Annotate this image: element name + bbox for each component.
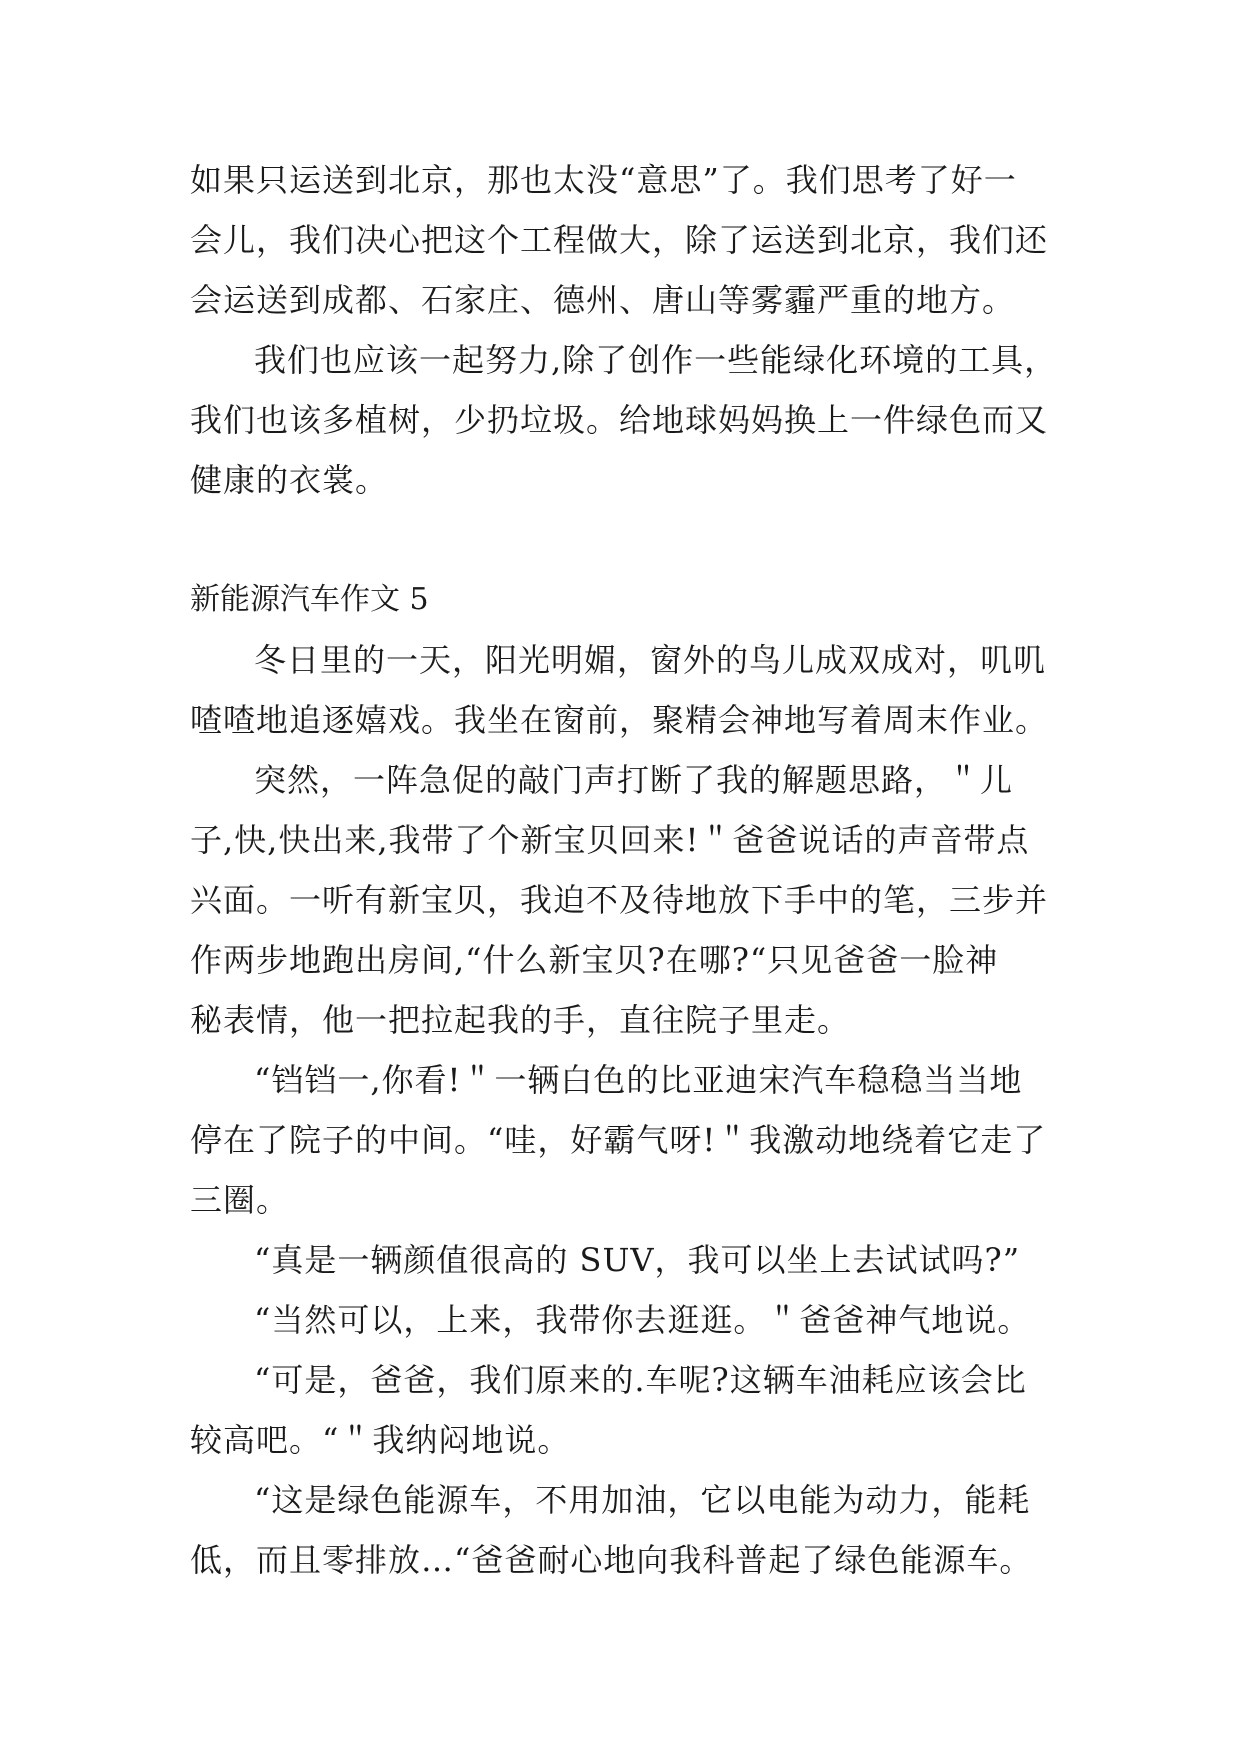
text-line: 如果只运送到北京，那也太没“意思”了。我们思考了好一 <box>190 161 1017 199</box>
text-line: 突然，一阵急促的敲门声打断了我的解题思路，＂儿 <box>254 761 1014 799</box>
text-line: 我们也应该一起努力,除了创作一些能绿化环境的工具， <box>254 341 1058 379</box>
text-line: 低，而且零排放…“爸爸耐心地向我科普起了绿色能源车。 <box>190 1541 1033 1579</box>
text-line: 会儿，我们决心把这个工程做大，除了运送到北京，我们还 <box>190 221 1049 259</box>
text-line: 冬日里的一天，阳光明媚，窗外的鸟儿成双成对，叽叽 <box>254 641 1047 679</box>
text-line: “这是绿色能源车，不用加油，它以电能为动力，能耗 <box>254 1481 1031 1519</box>
essay-body <box>190 630 1090 1590</box>
text-line: 会运送到成都、石家庄、德州、唐山等雾霾严重的地方。 <box>190 281 1016 319</box>
essay-title: 新能源汽车作文 5 <box>190 582 429 617</box>
second-paragraph <box>190 330 1090 510</box>
document-page <box>190 150 1090 1590</box>
text-line: 秘表情，他一把拉起我的手，直往院子里走。 <box>190 1001 851 1039</box>
text-line: “铛铛一,你看!＂一辆白色的比亚迪宋汽车稳稳当当地 <box>254 1061 1023 1099</box>
text-line: 较高吧。“＂我纳闷地说。 <box>190 1421 571 1459</box>
text-line: 三圈。 <box>190 1181 290 1219</box>
text-line: “真是一辆颜值很高的 SUV，我可以坐上去试试吗?” <box>254 1241 1021 1279</box>
text-line: 子,快,快出来,我带了个新宝贝回来!＂爸爸说话的声音带点 <box>190 821 1030 859</box>
top-paragraph <box>190 150 1090 330</box>
text-line: 我们也该多植树，少扔垃圾。给地球妈妈换上一件绿色而又 <box>190 401 1049 439</box>
text-line: 作两步地跑出房间,“什么新宝贝?在哪?“只见爸爸一脸神 <box>190 941 999 979</box>
text-line: 健康的衣裳。 <box>190 461 389 499</box>
text-line: 停在了院子的中间。“哇，好霸气呀!＂我激动地绕着它走了 <box>190 1121 1047 1159</box>
text-line: “当然可以，上来，我带你去逛逛。＂爸爸神气地说。 <box>254 1301 1031 1339</box>
text-line: “可是，爸爸，我们原来的.车呢?这辆车油耗应该会比 <box>254 1361 1027 1399</box>
text-line: 兴面。一听有新宝贝，我迫不及待地放下手中的笔，三步并 <box>190 881 1049 919</box>
text-line: 喳喳地追逐嬉戏。我坐在窗前，聚精会神地写着周末作业。 <box>190 701 1049 739</box>
